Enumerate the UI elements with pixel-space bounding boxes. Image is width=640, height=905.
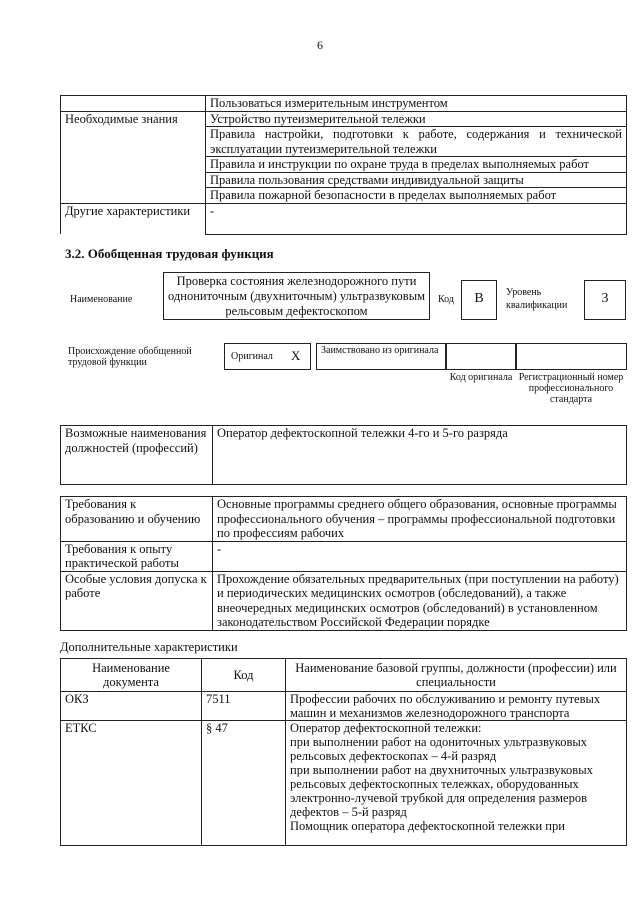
knowledge-item: Правила и инструкции по охране труда в пределах выполняемых работ <box>206 157 627 173</box>
header-code: Код <box>202 659 286 692</box>
function-name: Проверка состояния железнодорожного пути однониточным (двухниточным) ультразвуковым рельсовым дефектоскопом <box>163 272 430 320</box>
code-value: В <box>461 280 497 320</box>
positions-label: Возможные наименования должностей (профессий) <box>61 426 213 485</box>
section-heading: 3.2. Обобщенная трудовая функция <box>65 246 274 261</box>
knowledge-label: Необходимые знания <box>61 111 206 203</box>
additional-table <box>60 658 627 846</box>
requirement-value: Прохождение обязательных предварительных (при поступлении на работу) и периодических медицинских осмотров (обследований), а также внеочередных медицинских осмотров (обследований) в установленном законодательством Российской Федерации порядке <box>213 571 627 630</box>
header-document: Наименование документа <box>61 659 202 692</box>
requirements-table <box>60 496 627 631</box>
origin-label: Происхождение обобщенной трудовой функции <box>68 346 192 368</box>
row-code: 7511 <box>202 692 286 721</box>
origin-reg-caption: Регистрационный номер профессионального стандарта <box>518 372 624 405</box>
positions-value: Оператор дефектоскопной тележки 4-го и 5-го разряда <box>213 426 627 485</box>
additional-heading: Дополнительные характеристики <box>60 640 238 654</box>
knowledge-item: Правила пользования средствами индивидуальной защиты <box>206 172 627 188</box>
borrowed-label: Заимствовано из оригинала <box>321 345 439 356</box>
positions-table <box>60 425 627 485</box>
original-cell <box>224 343 311 370</box>
code-label: Код <box>438 294 454 305</box>
row-name: Профессии рабочих по обслуживанию и ремонту путевых машин и механизмов железнодорожного транспорта <box>286 692 627 721</box>
level-value: 3 <box>584 280 626 320</box>
requirement-value: Основные программы среднего общего образования, основные программы профессионального обучения – программы профессиональной подготовки по профессиям рабочих <box>213 497 627 542</box>
knowledge-item: Правила пожарной безопасности в пределах выполняемых работ <box>206 188 627 204</box>
skill-item: Пользоваться измерительным инструментом <box>206 96 627 112</box>
borrowed-cell <box>316 343 446 370</box>
row-doc: ОКЗ <box>61 692 202 721</box>
original-mark: X <box>291 348 301 363</box>
requirement-value: - <box>213 541 627 571</box>
page-number: 6 <box>317 38 323 52</box>
name-label: Наименование <box>70 294 133 305</box>
knowledge-table <box>60 95 627 235</box>
origin-reg-cell <box>516 343 627 370</box>
level-label: Уровень квалификации <box>506 287 568 311</box>
other-characteristics-value: - <box>206 203 627 234</box>
row-doc: ЕТКС <box>61 721 202 846</box>
requirement-label: Особые условия допуска к работе <box>61 571 213 630</box>
origin-code-cell <box>446 343 516 370</box>
original-label: Оригинал <box>231 351 273 362</box>
knowledge-item: Устройство путеизмерительной тележки <box>206 111 627 127</box>
knowledge-item: Правила настройки, подготовки к работе, содержания и технической эксплуатации путеизмерительной тележки <box>206 127 627 157</box>
other-characteristics-label: Другие характеристики <box>61 203 206 234</box>
requirement-label: Требования к образованию и обучению <box>61 497 213 542</box>
requirement-label: Требования к опыту практической работы <box>61 541 213 571</box>
header-name: Наименование базовой группы, должности (профессии) или специальности <box>286 659 627 692</box>
row-code: § 47 <box>202 721 286 846</box>
row-name: Оператор дефектоскопной тележки: при выполнении работ на одониточных ультразвуковых рельсовых дефектоскопах – 4-й разряд при выполнении работ на двухниточных ультразвуковых рельсовых дефектоскопных тележках, оборудованных электронно-лучевой трубкой для определения размеров дефектов – 5-й разряд Помощник оператора дефектоскопной тележки при <box>286 721 627 846</box>
origin-code-caption: Код оригинала <box>449 372 513 383</box>
